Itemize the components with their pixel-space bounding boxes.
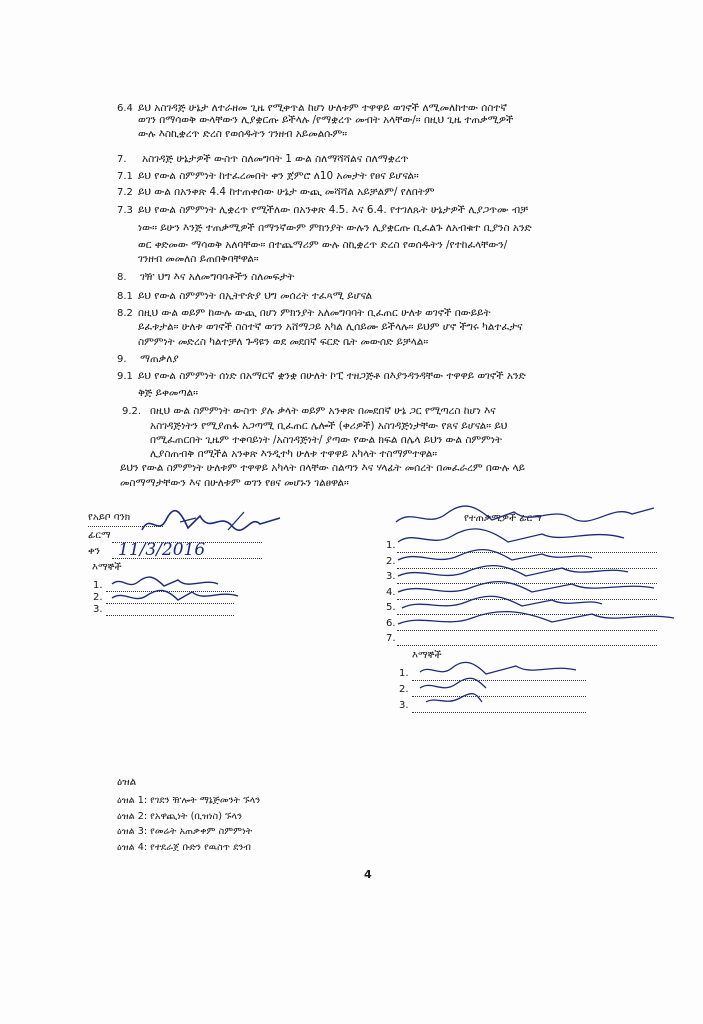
clause-text-line: ውሉ እስኪቋረጥ ድረስ የወሰዱትን ገንዘብ አይመልሱም። <box>138 128 348 140</box>
clause-text-line: ይህ አስገዳጅ ሁኔታ ለተራዘመ ጊዜ የሚቀጥል ከሆነ ሁለቱም ተዋዋይ ወገኖች ለሚመለከተው ሰስተኛ <box>138 102 507 114</box>
clause-number: 7.3 <box>117 205 133 216</box>
left-witness-signatures <box>108 574 258 608</box>
clause-text-line: መስማማታቸውን እና በሁለቱም ወገን የፀና መሆኑን ገልፀዋል። <box>120 477 349 489</box>
beneficiary-number: 7. <box>386 633 396 644</box>
clause-number: 8.1 <box>117 291 133 302</box>
left-signature <box>140 508 290 540</box>
left-witness-heading: እማኞች <box>92 562 122 573</box>
clause-text-line: አስገዳጅነትን የሚያጠፋ አጋጣሚ ቢፈጠር ሌሎች (ቀሪዎች) አስገዳጅነታቸው የጸና ይሆናል። ይህ <box>150 420 508 432</box>
witness-line <box>106 614 234 616</box>
beneficiary-number: 4. <box>386 586 396 598</box>
clause-text-line: ይህ የውል ስምምነት ሰነድ በአማርኛ ቋንቋ በሁለት ኮፒ ተዘጋጅቶ በእያንዳንዳቸው ተዋዋይ ወገኖች አንድ <box>138 370 526 382</box>
clause-text-line: በዚህ ውል ስምምነት ውስጥ ያሉ ቃላት ወይም አንቀጽ በመደበኛ ሁኔ ጋር የሚጣረስ ከሆነ እና <box>150 405 496 417</box>
clause-number: 9. <box>117 354 127 365</box>
clause-text-line: አስገዳጅ ሁኔታዎች ውስጥ ስለመግባት 1 ውል ስለማሻሻልና ስለማቋረጥ <box>142 153 409 165</box>
beneficiary-number: 3. <box>386 571 396 582</box>
clause-number: 8.2 <box>117 308 133 319</box>
clause-text-line: ሊያስጠብቅ በሚችል አንቀጽ እንዲተካ ሁለቱ ተዋዋይ አካላት ተስማምተዋል። <box>150 448 438 460</box>
clause-text-line: ይፈቱታል። ሁለቱ ወገኖች ስስተኛ ወገን አሸማጋይ አካል ሊሰይሙ ይችላሉ። ይህም ሆኖ ችግሩ ካልተፈታና <box>138 321 523 333</box>
clause-number: 8. <box>117 272 127 283</box>
handwritten-date: 11/3/2016 <box>118 540 206 560</box>
clause-number: 6.4 <box>117 103 133 114</box>
annex-title: ዕዝል <box>117 776 137 788</box>
clause-text-line: ማጠቃለያ <box>140 353 179 365</box>
beneficiary-number: 2. <box>386 555 396 567</box>
left-sign-label: ፊርማ <box>88 530 111 541</box>
clause-text-line: ገዥ ህግ እና አለመግባባቶችን ስለመፍታት <box>140 271 295 283</box>
clause-number: 7.2 <box>117 187 133 198</box>
clause-text-line: ነው። ይሁን እንጅ ተጠቃሚዎች በማንኛውም ምክንያት ውሉን ሊያቋርጡ ቢፈልጉ ለአብቁተ ቢያንስ አንድ <box>138 222 532 234</box>
annex-item: ዕዝል 1: የገደን ዥሎት ማኔጅመንት ኙላን <box>117 795 261 806</box>
clause-text-line: ወር ቀድመው ማሳወቅ አለባቸው። በተጨማሪም ውሉ ስኪቋረጥ ድረስ የወሰዱትን /የተከፈላቸውን/ <box>138 239 508 251</box>
beneficiary-number: 1. <box>386 540 396 551</box>
clause-text-line: በዚህ ውል ወይም ከውሉ ውጪ በሆነ ምክንያት አለመግባባት ቢፈጠር ሁለቱ ወገኖች በውይይት <box>138 307 491 319</box>
right-party-heading: የተጠቃሚዎች ፊርማ <box>464 513 542 524</box>
witness-number: 2. <box>93 592 103 603</box>
clause-text-line: በሚፈጠርበት ጊዜም ተቀባይነት /አስገዳጅነት/ ያጣው የውል ክፍል በሌላ ይህን ውል ስምምነት <box>150 434 502 446</box>
clause-text-line: ወገን በማሳወቅ ውላቸውን ሊያቋርጡ ይችላሉ /የማቋረጥ መብት አላቸው/። በዚህ ጊዜ ተጠቃሚዎች <box>138 114 514 126</box>
left-party-heading: የአይቦ ባንክ <box>88 512 131 523</box>
annex-item: ዕዝል 2: የአዋጪነት (ቢዝነስ) ኙላን <box>117 810 243 822</box>
right-witness-signatures <box>416 660 586 710</box>
clause-text-line: ይህ የውል ስምምነት ሊቋረጥ የሚችለው በአንቀጽ 4.5. እና 6.4. የተገለጹት ሁኔታዎች ሊያጋጥሙ ብቻ <box>138 204 528 216</box>
witness-number: 3. <box>399 700 409 711</box>
left-date-label: ቀን <box>88 546 100 557</box>
beneficiary-number: 6. <box>386 617 396 629</box>
witness-number: 1. <box>399 668 409 679</box>
annex-item: ዕዝል 4: የተደራጀ ቡድን የዉስጥ ደንብ <box>117 841 251 853</box>
page-number: 4 <box>364 868 372 881</box>
clause-text-line: ይህ የውል ስምምነት በኢትዮጵያ ህግ መሰረት ተፈጻሚ ይሆናል <box>138 290 373 302</box>
clause-number: 7. <box>117 154 127 165</box>
witness-number: 2. <box>399 684 409 695</box>
clause-text-line: ገንዘብ መመለስ ይጠበቅባቸዋል። <box>138 253 259 265</box>
beneficiary-line <box>397 644 657 646</box>
beneficiary-number: 5. <box>386 602 396 613</box>
annex-item: ዕዝል 3: የመሬት አጠቃቀም ስምምነት <box>117 826 253 837</box>
witness-number: 1. <box>93 580 103 591</box>
beneficiary-signatures <box>392 500 682 630</box>
clause-number: 9.2. <box>122 406 142 417</box>
right-witness-heading: እማኞች <box>412 650 442 661</box>
clause-text-line: ስምምነት መድረስ ካልተቻለ ጉዳዩን ወደ መደበኛ ፍርድ ቤት መውሰድ ይቻላል። <box>138 336 429 348</box>
clause-text-line: ቅጅ ይቀመጣል። <box>138 387 198 399</box>
clause-number: 7.1 <box>117 171 133 182</box>
clause-text-line: ይህ ውል በአንቀጽ 4.4 ከተጠቀሰው ሁኔታ ውጪ መሻሻል አይቻልም/ የለበትም <box>138 186 435 198</box>
witness-line <box>412 711 586 713</box>
clause-number: 9.1 <box>117 371 133 382</box>
clause-text-line: ይህን የውል ስምምነት ሁለቱም ተዋዋይ አካላት በላቸው ስልጣን እና ሃላፊት መሰረት በመፈራረም በውሉ ላይ <box>120 462 525 474</box>
clause-text-line: ይህ የውል ስምምነት ከተፈረመበት ቀን ጀምሮ ለ10 አመታት የፀና ይሆናል። <box>138 170 419 182</box>
witness-number: 3. <box>93 604 103 615</box>
